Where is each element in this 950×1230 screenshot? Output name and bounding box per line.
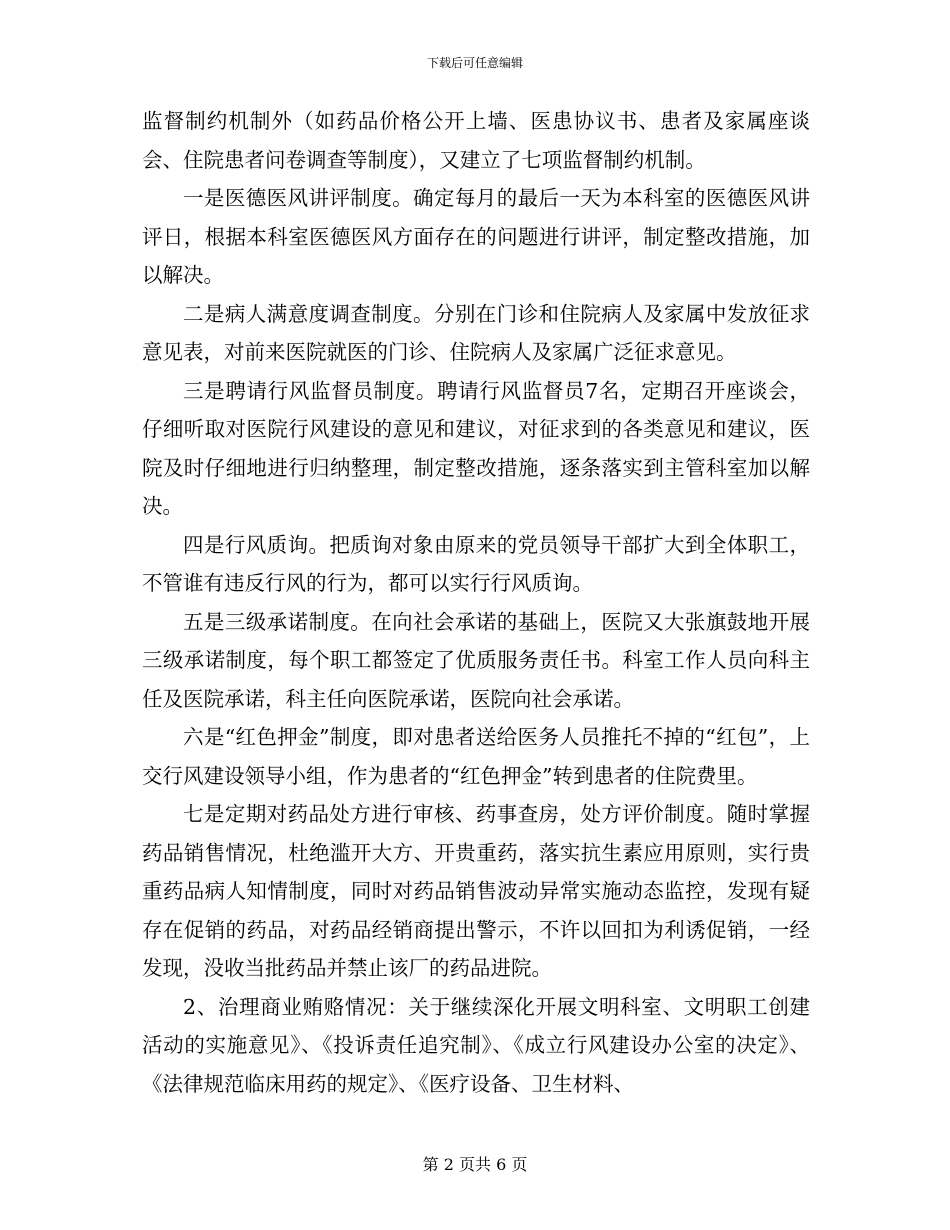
- paragraph-7: 六是“红色押金”制度，即对患者送给医务人员推托不掉的“红包”，上交行风建设领导小组，作为患者的“红色押金”转到患者的住院费里。: [142, 725, 810, 788]
- paragraph-6: 五是三级承诺制度。在向社会承诺的基础上，医院又大张旗鼓地开展三级承诺制度，每个职工都签定了优质服务责任书。科室工作人员向科主任及医院承诺，科主任向医院承诺，医院向社会承诺。: [142, 609, 810, 711]
- paragraph-5: 四是行风质询。把质询对象由原来的党员领导干部扩大到全体职工，不管谁有违反行风的行为，都可以实行行风质询。: [142, 532, 810, 595]
- paragraph-9: 2、治理商业贿赂情况：关于继续深化开展文明科室、文明职工创建活动的实施意见》、《投诉责任追究制》、《成立行风建设办公室的决定》、《法律规范临床用药的规定》、《医疗设备、卫生材料、: [142, 994, 810, 1096]
- paragraph-8: 七是定期对药品处方进行审核、药事查房，处方评价制度。随时掌握药品销售情况，杜绝滥开大方、开贵重药，落实抗生素应用原则，实行贵重药品病人知情制度，同时对药品销售波动异常实施动态监控，发现有疑存在促销的药品，对药品经销商提出警示，不许以回扣为利诱促销，一经发现，没收当批药品并禁止该厂的药品进院。: [142, 802, 810, 980]
- page-header: 下载后可任意编辑: [426, 56, 523, 70]
- paragraph-4: 三是聘请行风监督员制度。聘请行风监督员7名，定期召开座谈会，仔细听取对医院行风建设的意见和建议，对征求到的各类意见和建议，医院及时仔细地进行归纳整理，制定整改措施，逐条落实到主管科室加以解决。: [142, 378, 810, 518]
- document-body: [142, 102, 810, 1103]
- paragraph-1: 监督制约机制外（如药品价格公开上墙、医患协议书、患者及家属座谈会、住院患者问卷调查等制度），又建立了七项监督制约机制。: [142, 109, 810, 172]
- paragraph-3: 二是病人满意度调查制度。分别在门诊和住院病人及家属中发放征求意见表，对前来医院就医的门诊、住院病人及家属广泛征求意见。: [142, 301, 810, 364]
- paragraph-2: 一是医德医风讲评制度。确定每月的最后一天为本科室的医德医风讲评日，根据本科室医德医风方面存在的问题进行讲评，制定整改措施，加以解决。: [142, 186, 810, 287]
- page-number-footer: 第 2 页共 6 页: [422, 1155, 528, 1174]
